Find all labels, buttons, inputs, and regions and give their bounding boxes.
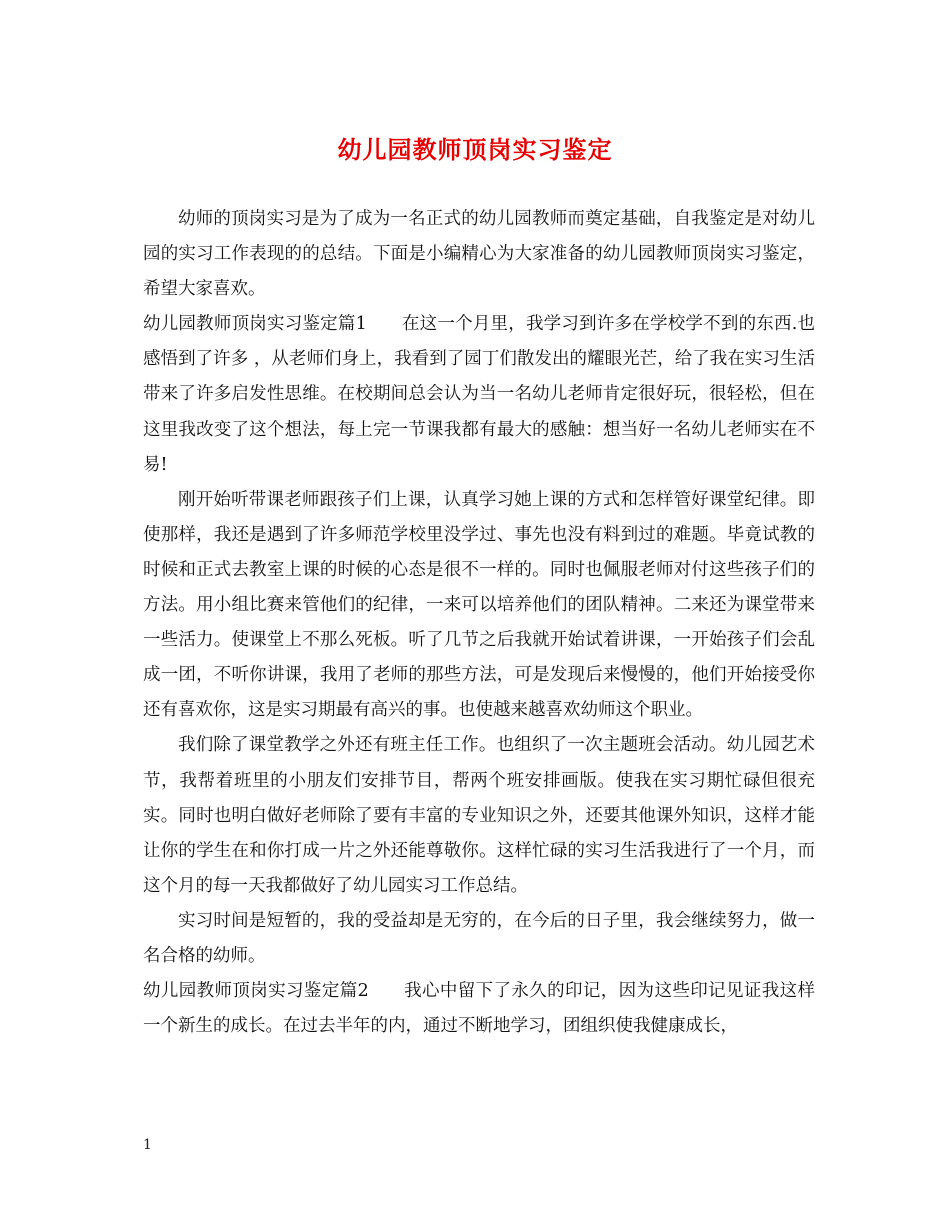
paragraph-2: 刚开始听带课老师跟孩子们上课，认真学习她上课的方式和怎样管好课堂纪律。即使那样，我还是遇到了许多师范学校里没学过、事先也没有料到过的难题。毕竟试教的时候和正式去教室上课的时候的心态是很不一样的。同时也佩服老师对付这些孩子们的方法。用小组比赛来管他们的纪律，一来可以培养他们的团队精神。二来还为课堂带来一些活力。使课堂上不那么死板。听了几节之后我就开始试着讲课，一开始孩子们会乱成一团，不听你讲课，我用了老师的那些方法，可是发现后来慢慢的，他们开始接受你还有喜欢你，这是实习期最有高兴的事。也使越来越喜欢幼师这个职业。 — [143, 489, 815, 721]
section-2-gap — [369, 981, 404, 1001]
section-2-heading: 幼儿园教师顶岗实习鉴定篇2 — [143, 981, 369, 1002]
document-title: 幼儿园教师顶岗实习鉴定 — [337, 135, 613, 164]
section-2-paragraph — [143, 974, 815, 1044]
section-1-gap — [367, 314, 402, 334]
paragraph-4: 实习时间是短暂的，我的受益却是无穷的，在今后的日子里，我会继续努力，做一名合格的幼师。 — [143, 910, 815, 966]
section-1-heading: 幼儿园教师顶岗实习鉴定篇1 — [143, 314, 367, 335]
document-body — [143, 202, 815, 1044]
paragraph-3: 我们除了课堂教学之外还有班主任工作。也组织了一次主题班会活动。幼儿园艺术节，我帮着班里的小朋友们安排节目，帮两个班安排画版。使我在实习期忙碌但很充实。同时也明白做好老师除了要有丰富的专业知识之外，还要其他课外知识，这样才能让你的学生在和你打成一片之外还能尊敬你。这样忙碌的实习生活我进行了一个月，而这个月的每一天我都做好了幼儿园实习工作总结。 — [143, 735, 815, 896]
intro-paragraph: 幼师的顶岗实习是为了成为一名正式的幼儿园教师而奠定基础，自我鉴定是对幼儿园的实习工作表现的的总结。下面是小编精心为大家准备的幼儿园教师顶岗实习鉴定，希望大家喜欢。 — [143, 209, 815, 300]
page-number: 1 — [143, 1137, 152, 1153]
section-1-paragraph — [143, 307, 815, 482]
section-1-text: 在这一个月里，我学习到许多在学校学不到的东西.也感悟到了许多 ，从老师们身上，我看到了园丁们散发出的耀眼光芒，给了我在实习生活带来了许多启发性思维。在校期间总会认为当一名幼儿老师肯定很好玩，很轻松，但在这里我改变了这个想法，每上完一节课我都有最大的感触：想当好一名幼儿老师实在不易! — [143, 314, 815, 475]
section-2-text: 我心中留下了永久的印记，因为这些印记见证我这样一个新生的成长。在过去半年的内，通过不断地学习，团组织使我健康成长， — [143, 981, 815, 1037]
